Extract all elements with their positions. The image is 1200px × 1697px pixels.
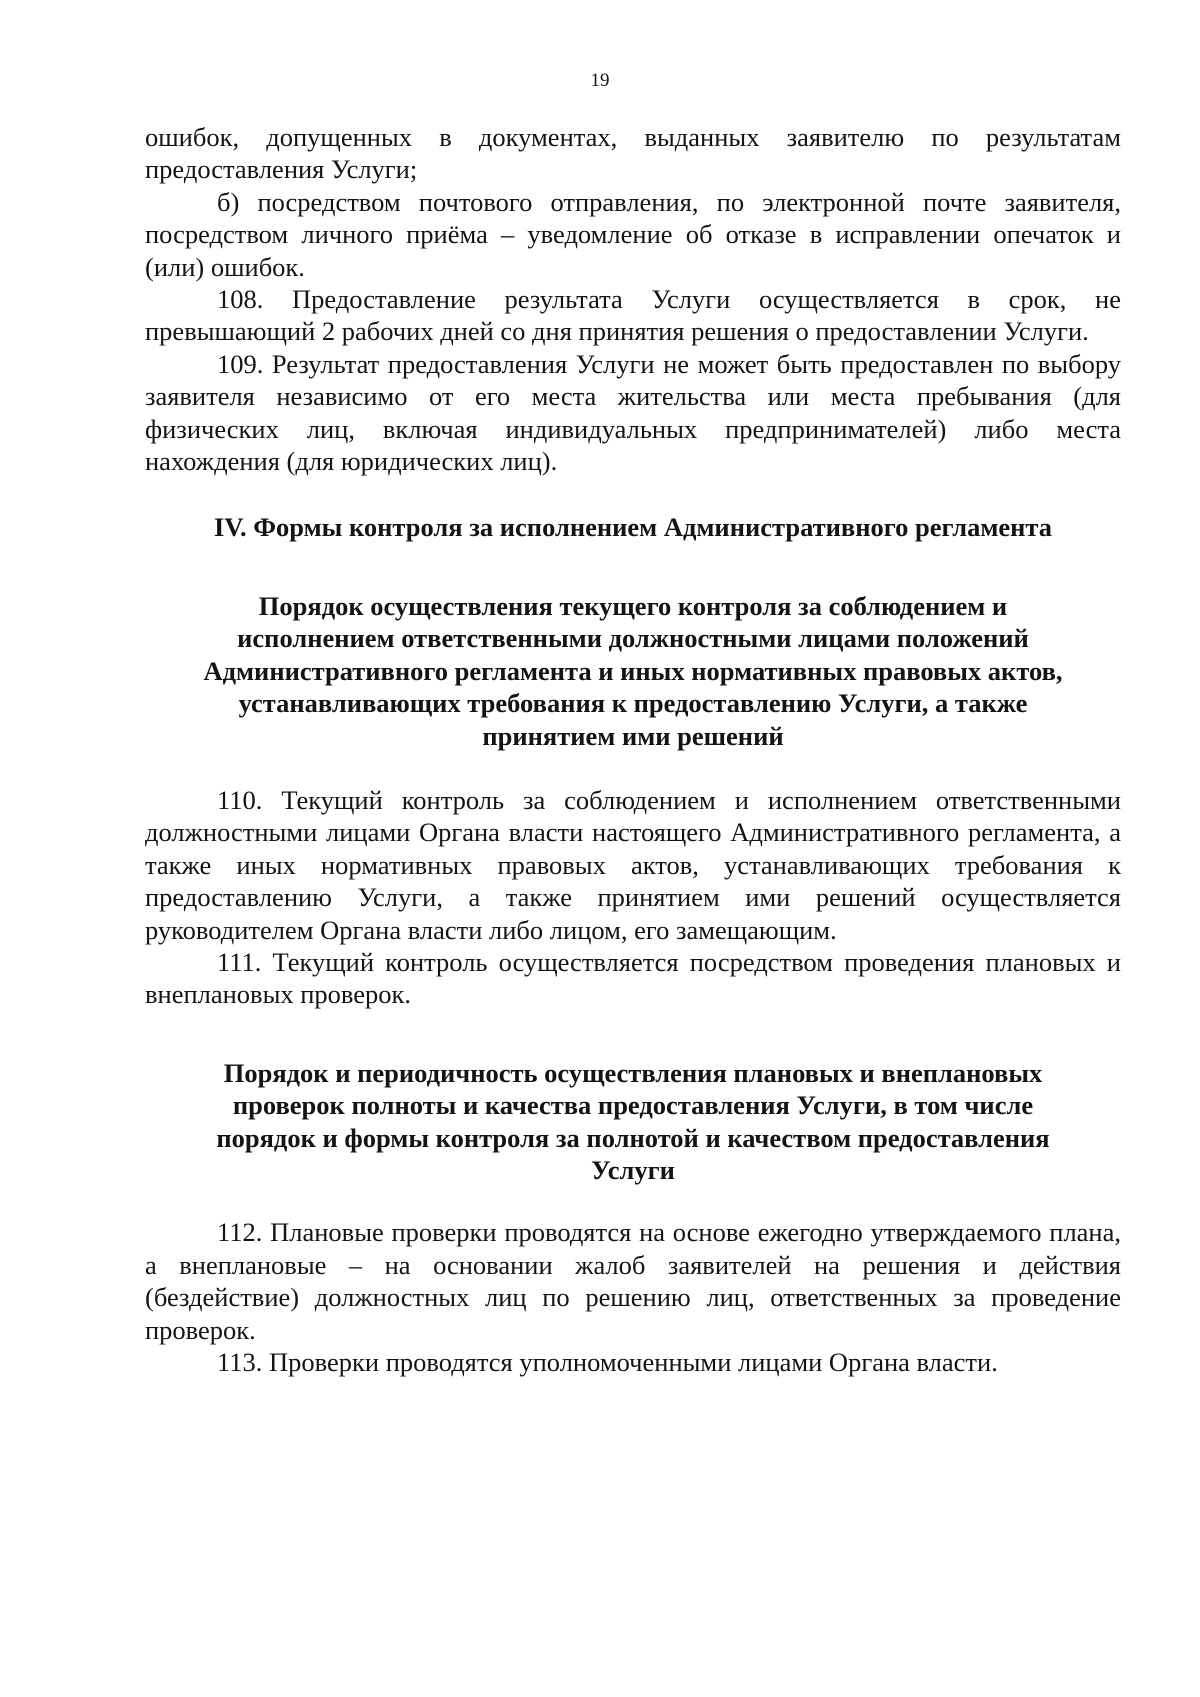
paragraph-110: 110. Текущий контроль за соблюдением и исполнением ответственными должностными лицами Органа власти настоящего Административного регламента, а также иных нормативных правовых актов, устанавливающих требования к предоставлению Услуги, а также принятием ими решений осуществляется руководителем Органа власти либо лицом, его замещающим. — [145, 784, 1121, 945]
page-number: 19 — [590, 70, 610, 91]
subsection-inspections-title — [145, 1057, 1121, 1187]
title-line: принятием ими решений — [482, 720, 784, 751]
spacer — [145, 752, 1121, 784]
title-line: проверок полноты и качества предоставления Услуги, в том числе — [232, 1090, 1034, 1121]
spacer — [145, 544, 1121, 590]
title-line: Порядок осуществления текущего контроля за соблюдением и — [258, 590, 1008, 621]
title-line: Административного регламента и иных нормативных правовых актов, — [203, 655, 1063, 686]
paragraph-108: 108. Предоставление результата Услуги осуществляется в срок, не превышающий 2 рабочих дней со дня принятия решения о предоставлении Услуги. — [145, 284, 1121, 347]
title-line: исполнением ответственными должностными лицами положений — [237, 623, 1029, 654]
spacer — [145, 1186, 1121, 1216]
paragraph-111: 111. Текущий контроль осуществляется посредством проведения плановых и внеплановых проверок. — [145, 946, 1121, 1010]
spacer — [145, 477, 1121, 511]
title-line: Услуги — [591, 1154, 675, 1185]
paragraph-109: 109. Результат предоставления Услуги не может быть предоставлен по выбору заявителя независимо от его места жительства или места пребывания (для физических лиц, включая индивидуальных предпринимателей) либо места нахождения (для юридических лиц). — [145, 348, 1121, 477]
title-line: устанавливающих требования к предоставлению Услуги, а также — [238, 688, 1028, 719]
paragraph-113: 113. Проверки проводятся уполномоченными лицами Органа власти. — [217, 1347, 998, 1377]
paragraph-errors-continuation: ошибок, допущенных в документах, выданных заявителю по результатам предоставления Услуги; — [145, 122, 1121, 185]
title-line: Порядок и периодичность осуществления плановых и внеплановых — [223, 1057, 1043, 1088]
paragraph-112: 112. Плановые проверки проводятся на основе ежегодно утверждаемого плана, а внеплановые – на основании жалоб заявителей на решения и действия (бездействие) должностных лиц по решению лиц, ответственных за проведение проверок. — [145, 1217, 1121, 1345]
paragraph-b-notification: б) посредством почтового отправления, по электронной почте заявителя, посредством личного приёма – уведомление об отказе в исправлении опечаток и (или) ошибок. — [145, 186, 1121, 282]
subsection-current-control-title — [145, 590, 1121, 752]
title-line: порядок и формы контроля за полнотой и качеством предоставления — [216, 1122, 1050, 1153]
spacer — [145, 1011, 1121, 1057]
document-body — [145, 121, 1121, 1378]
section-iv-title: IV. Формы контроля за исполнением Административного регламента — [214, 512, 1052, 543]
